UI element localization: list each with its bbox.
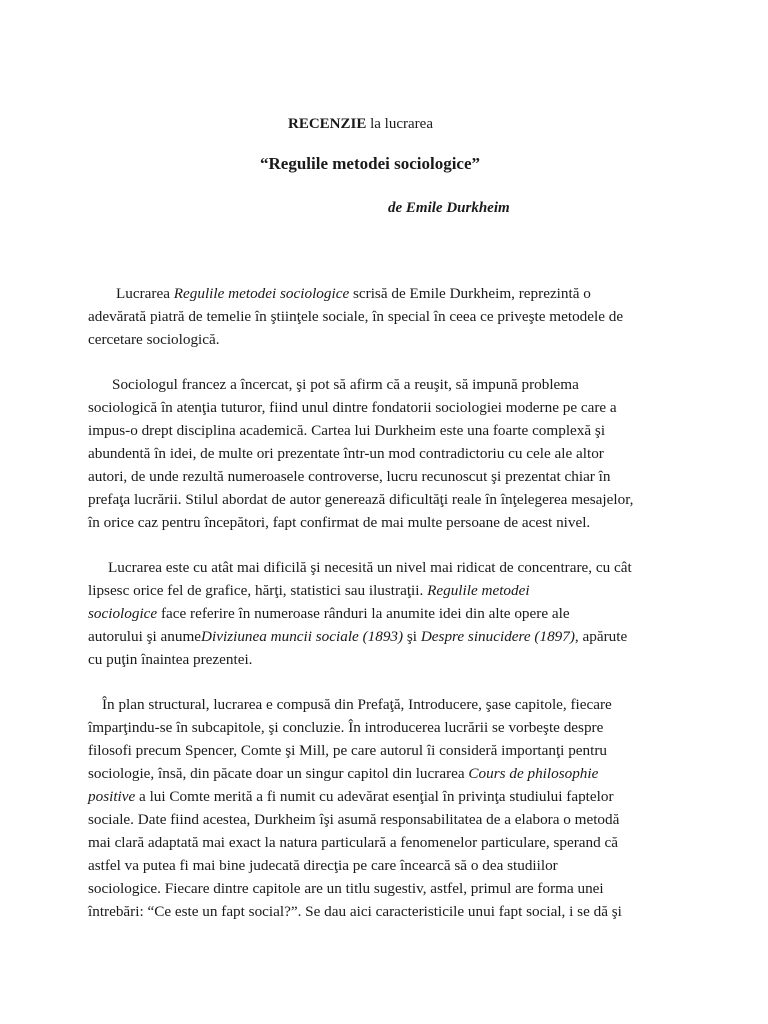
review-heading (288, 116, 433, 133)
text-line: positive a lui Comte merită a fi numit cu adevărat esenţial în privinţa studiului faptelor (88, 788, 614, 805)
book-title-italic: Cours de philosophie (468, 765, 599, 782)
review-body (88, 282, 688, 945)
book-title-italic: Regulile metodei sociologice (173, 285, 350, 302)
text-line: sociologie, însă, din păcate doar un singur capitol din lucrarea Cours de philosophie (88, 765, 599, 782)
text-line: abundentă în idei, de multe ori prezentate într-un mod contradictoriu cu cele ale altor (88, 445, 604, 462)
text-line: cu puţin înaintea prezentei. (88, 651, 253, 668)
work-title: “Regulile metodei sociologice” (260, 154, 481, 173)
text-line: impus-o drept disciplina academică. Cartea lui Durkheim este una foarte complexă şi (88, 422, 606, 439)
work-author: de Emile Durkheim (388, 200, 510, 216)
paragraph (88, 373, 688, 534)
review-label-rest: la lucrarea (366, 116, 433, 132)
text-line: cercetare sociologică. (88, 331, 220, 348)
text-line: filosofi precum Spencer, Comte şi Mill, pe care autorul îi consideră importanţi pentru (88, 742, 607, 759)
text-line: lipsesc orice fel de grafice, hărţi, statistici sau ilustraţii. Regulile metodei (88, 582, 530, 599)
paragraph (88, 693, 688, 923)
text-line: astfel va putea fi mai bine judecată direcţia pe care încearcă să o dea studiilor (88, 857, 558, 874)
paragraph (88, 282, 688, 351)
text-line: sociologică în atenţia tuturor, fiind unul dintre fondatorii sociologiei moderne pe care a (88, 399, 617, 416)
book-title-italic: Despre sinucidere (1897) (420, 628, 575, 645)
text-line: sociologice face referire în numeroase rânduri la anumite idei din alte opere ale (88, 605, 570, 622)
text-line: mai clară adaptată mai exact la natura particulară a fenomenelor particulare, sperand că (88, 834, 618, 851)
text-line: întrebări: “Ce este un fapt social?”. Se dau aici caracteristicile unui fapt social, i se dă şi (88, 903, 622, 920)
text-line: sociologice. Fiecare dintre capitole are un titlu sugestiv, astfel, primul are forma unei (88, 880, 604, 897)
text-line: Lucrarea Regulile metodei sociologice scrisă de Emile Durkheim, reprezintă o (116, 285, 591, 302)
text-line: adevărată piatră de temelie în ştiinţele sociale, în special în ceea ce priveşte metodele de (88, 308, 624, 325)
text-line: în orice caz pentru începători, fapt confirmat de mai multe persoane de acest nivel. (88, 514, 591, 531)
book-title-italic: Regulile metodei (427, 582, 530, 599)
book-title-italic: Diviziunea muncii sociale (1893) (201, 628, 404, 645)
review-label: RECENZIE (288, 116, 367, 132)
text-line: prefaţa lucrării. Stilul abordat de autor generează dificultăţi reale în înţelegerea mesajelor, (88, 491, 634, 508)
book-title-italic: sociologice (88, 605, 158, 622)
paragraph (88, 556, 688, 671)
text-line: autorului şi anumeDiviziunea muncii sociale (1893) şi Despre sinucidere (1897), apărute (88, 628, 628, 645)
text-line: Lucrarea este cu atât mai dificilă şi necesită un nivel mai ridicat de concentrare, cu cât (108, 559, 632, 576)
text-line: Sociologul francez a încercat, şi pot să afirm că a reuşit, să impună problema (112, 376, 579, 393)
book-title-italic: positive (88, 788, 136, 805)
text-line: împarţindu-se în subcapitole, şi concluzie. În introducerea lucrării se vorbeşte despre (88, 719, 604, 736)
text-line: autori, de unde rezultă numeroasele controverse, lucru recunoscut şi prezentat chiar în (88, 468, 611, 485)
text-line: sociale. Date fiind acestea, Durkheim îşi asumă responsabilitatea de a elabora o metodă (88, 811, 620, 828)
text-line: În plan structural, lucrarea e compusă din Prefaţă, Introducere, şase capitole, fiecare (102, 696, 612, 713)
